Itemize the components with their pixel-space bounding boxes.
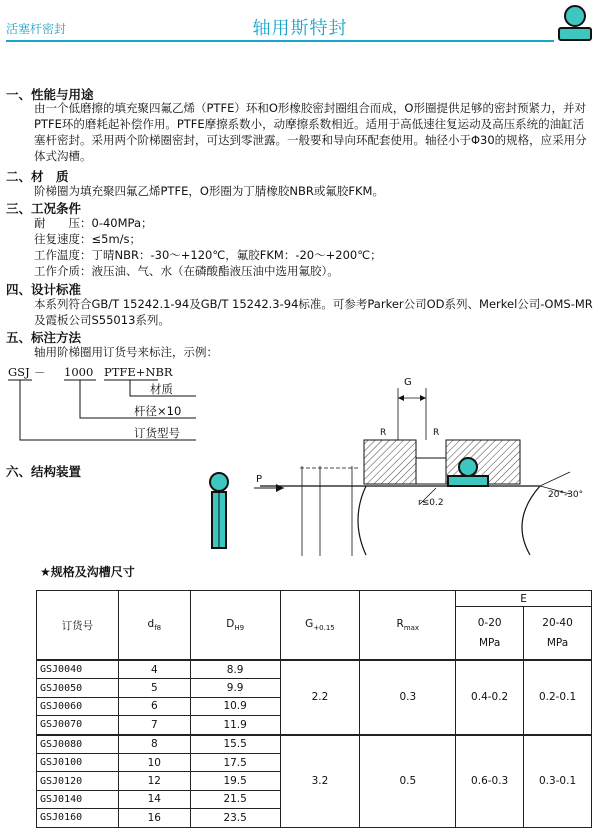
standard-line-1: 本系列符合GB/T 15242.1-94及GB/T 15242.3-94标准。可参考Parker公司OD系列、Merkel公司-OMS-MR [34, 297, 593, 311]
roughness-label: r≤0.2 [418, 498, 444, 508]
dim-label-r-right: R [433, 428, 440, 438]
group2-G: 3.2 [280, 735, 360, 827]
groove-diagram [240, 370, 590, 560]
section-6-heading: 六、结构装置 [6, 464, 82, 479]
label-material: 材质 [150, 382, 173, 396]
dim-label-r-left: R [380, 428, 387, 438]
table-row: GSJ0160 16 23.5 [37, 809, 592, 827]
section-3-heading: 三、工况条件 [6, 201, 82, 216]
section-1-body: 由一个低磨擦的填充聚四氟乙烯（PTFE）环和O形橡胶密封圈组合而成，O形圈提供足够的密封预紧力，并对PTFE环的磨耗起补偿作用。PTFE摩擦系数小，动摩擦系数相近。适用于高低速往复运动及高压系统的油缸活塞杆密封。采用两个阶梯圈密封，可达到零泄露。一般要和导向环配套使用。轴径小于Φ30的规格，应采用分体式沟槽。 [34, 101, 587, 163]
col-E: E [456, 591, 592, 607]
group1-R: 0.3 [360, 660, 456, 735]
section-5-heading: 五、标注方法 [6, 330, 82, 345]
angle-label: 20°-30° [548, 490, 584, 500]
group1-E2: 0.2-0.1 [524, 660, 592, 735]
page-header [0, 0, 600, 58]
section-4-heading: 四、设计标准 [6, 282, 82, 297]
pressure-label-p: P [256, 474, 263, 485]
speed-line: 往复速度：≤5m/s； [34, 232, 142, 246]
table-row: GSJ0140 14 21.5 [37, 790, 592, 808]
medium-line: 工作介质：液压油、气、水（在磷酸酯液压油中选用氟胶）。 [34, 264, 339, 278]
spec-table [36, 590, 592, 828]
group1-G: 2.2 [280, 660, 360, 735]
group2-R: 0.5 [360, 735, 456, 827]
table-row: GSJ0100 10 17.5 [37, 753, 592, 771]
col-R: $R_{max}$ [360, 591, 456, 661]
code-part-diameter: 1000 [64, 365, 94, 379]
section-1-heading: 一、性能与用途 [6, 87, 94, 102]
col-G: $G_{+0.15}$ [280, 591, 360, 661]
seal-logo-icon [556, 4, 594, 44]
header-row-1 [37, 591, 592, 607]
col-e2: 20-40 MPa [524, 607, 592, 660]
code-part-model: GSJ [8, 365, 30, 379]
temperature-line: 工作温度：丁晴NBR：-30～+120℃，氟胶FKM：-20～+200℃； [34, 248, 382, 262]
table-row: GSJ0060 6 10.9 [37, 697, 592, 715]
marking-intro: 轴用阶梯圈用订货号来标注，示例： [34, 345, 218, 359]
standard-line-2: 及霞板公司S55013系列。 [34, 313, 170, 327]
code-part-dash: － [34, 366, 46, 380]
section-2-heading: 二、材 质 [6, 169, 69, 184]
col-order: 订货号 [37, 591, 119, 661]
table-row: GSJ0120 12 19.5 [37, 772, 592, 790]
seal-profile-icon [204, 470, 234, 550]
table-row: GSJ0040 4 8.9 2.2 0.3 0.4-0.2 0.2-0.1 [37, 660, 592, 679]
col-e1: 0-20 MPa [456, 607, 524, 660]
label-rod-diameter: 杆径×10 [134, 404, 182, 418]
group2-E1: 0.6-0.3 [456, 735, 524, 827]
category-label: 活塞杆密封 [6, 22, 67, 36]
dim-label-g: G [404, 377, 412, 388]
label-order-type: 订货型号 [134, 426, 180, 440]
section-2-body: 阶梯圈为填充聚四氟乙烯PTFE，O形圈为丁腈橡胶NBR或氟胶FKM。 [34, 184, 384, 198]
group2-E2: 0.3-0.1 [524, 735, 592, 827]
table-row: GSJ0070 7 11.9 [37, 716, 592, 735]
pressure-line: 耐 压：0-40MPa； [34, 216, 153, 230]
header-rule [6, 40, 554, 42]
table-row: GSJ0050 5 9.9 [37, 679, 592, 697]
col-D: $D_{H9}$ [190, 591, 280, 661]
spec-title: ★规格及沟槽尺寸 [40, 565, 135, 579]
col-d: $d_{f8}$ [118, 591, 190, 661]
group1-E1: 0.4-0.2 [456, 660, 524, 735]
page-title: 轴用斯特封 [252, 18, 348, 39]
table-row: GSJ0080 8 15.5 3.2 0.5 0.6-0.3 0.3-0.1 [37, 735, 592, 754]
code-part-material: PTFE+NBR [104, 365, 173, 379]
